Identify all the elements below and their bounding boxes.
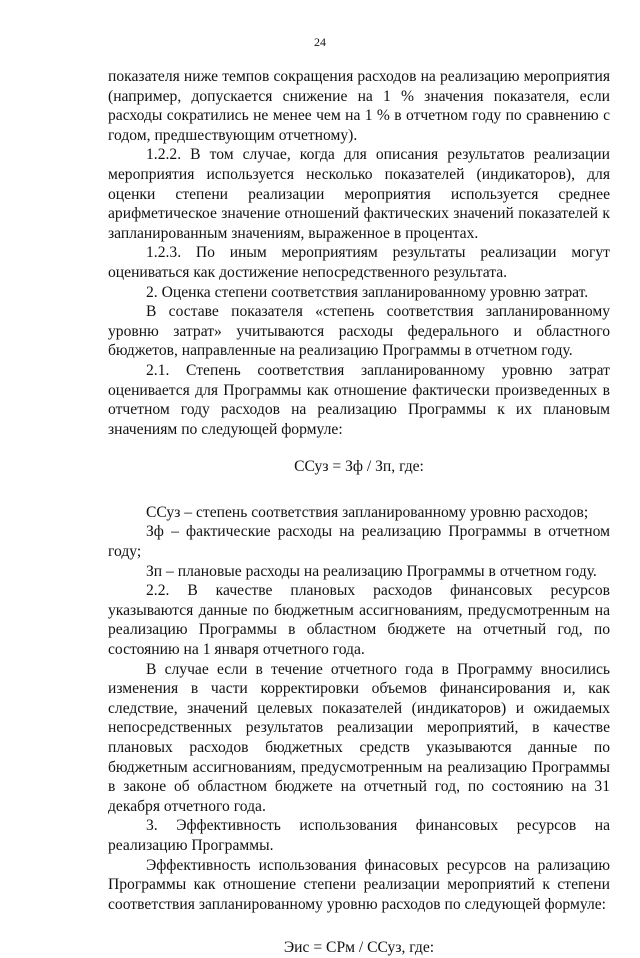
paragraph: 1.2.2. В том случае, когда для описания результатов реализации мероприятия используется несколько показателей (индикаторов), для оценки степени реализации мероприятия используется среднее арифметическое значение отношений фактических значений показателей к запланированным значениям, выраженное в процентах. bbox=[108, 146, 610, 242]
paragraph: В случае если в течение отчетного года в Программу вносились изменения в части корректировки объемов финансирования и, как следствие, значений целевых показателей (индикаторов) и ожидаемых непосредственных результатов реализации мероприятий, в качестве плановых расходов бюджетных средств указываются данные по бюджетным ассигнованиям, предусмотренным на реализацию Программы в законе об областном бюджете на отчетный год, по состоянию на 31 декабря отчетного года. bbox=[108, 660, 610, 815]
paragraph: Эффективность использования финасовых ресурсов на рализацию Программы как отношение степени реализации мероприятий к степени соответствия запланированному уровню расходов по следующей формуле: bbox=[108, 856, 610, 913]
paragraph: В составе показателя «степень соответствия запланированному уровню затрат» учитываются расходы федерального и областного бюджетов, направленные на реализацию Программы в отчетном году. bbox=[108, 303, 610, 360]
paragraph: 1.2.3. По иным мероприятиям результаты реализации могут оцениваться как достижение непосредственного результата. bbox=[108, 244, 610, 281]
definition: Зф – фактические расходы на реализацию Программы в отчетном году; bbox=[108, 523, 610, 561]
section-heading: 2. Оценка степени соответствия запланированному уровню затрат. bbox=[146, 283, 589, 301]
formula: Эис = СРм / ССуз, где: bbox=[283, 939, 435, 957]
page-body bbox=[108, 67, 610, 958]
definition: ССуз – степень соответствия запланированному уровню расходов; bbox=[146, 503, 589, 521]
page-number: 24 bbox=[314, 35, 326, 49]
definition: Зп – плановые расходы на реализацию Программы в отчетном году. bbox=[146, 562, 597, 580]
section-heading: 3. Эффективность использования финансовых ресурсов на реализацию Программы. bbox=[108, 817, 610, 854]
paragraph: 2.1. Степень соответствия запланированному уровню затрат оценивается для Программы как отношение фактически произведенных в отчетном году расходов на реализацию Программы к их плановым значениям по следующей формуле: bbox=[108, 361, 610, 438]
formula: ССуз = Зф / Зп, где: bbox=[294, 458, 424, 476]
paragraph: 2.2. В качестве плановых расходов финансовых ресурсов указываются данные по бюджетным ассигнованиям, предусмотренным на реализацию Программы в областном бюджете на отчетный год, по состоянию на 1 января отчетного года. bbox=[108, 582, 610, 659]
paragraph: показателя ниже темпов сокращения расходов на реализацию мероприятия (например, допускается снижение на 1 % значения показателя, если расходы сократились не менее чем на 1 % в отчетном году по сравнению с годом, предшествующим отчетному). bbox=[108, 68, 610, 144]
